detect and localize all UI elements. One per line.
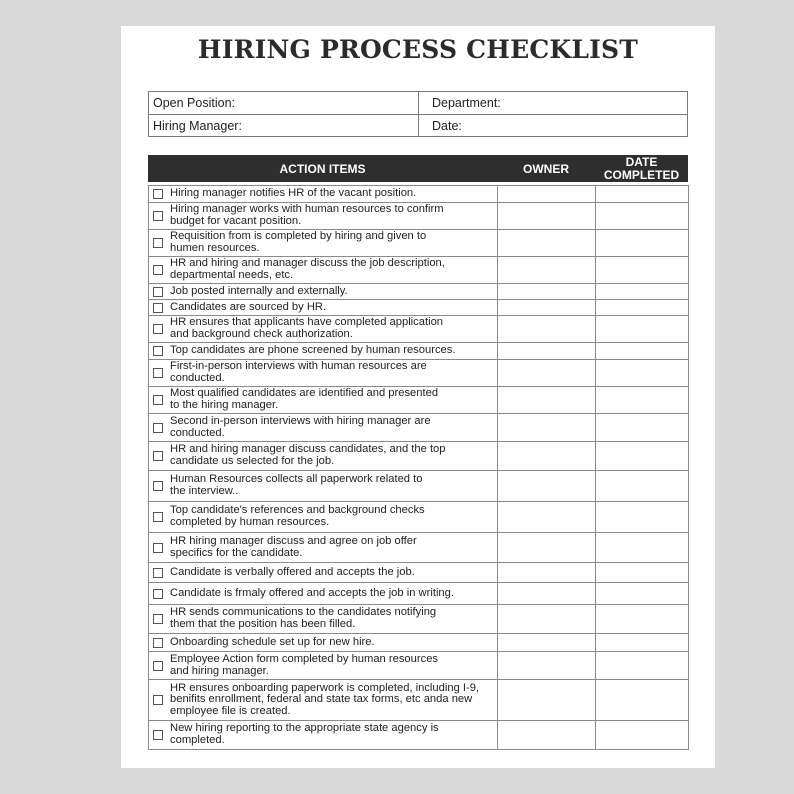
- table-row: [149, 284, 689, 300]
- info-box: [148, 91, 688, 137]
- action-item-text: Human Resources collects all paperwork related to the interview..: [170, 473, 423, 497]
- checkbox[interactable]: [153, 346, 163, 356]
- date-completed-cell[interactable]: [596, 442, 689, 471]
- action-item: [149, 361, 497, 384]
- action-item-text: Top candidate's references and background checks completed by human resources.: [170, 504, 425, 528]
- table-row: [149, 316, 689, 343]
- checkbox[interactable]: [153, 395, 163, 405]
- table-row: [149, 680, 689, 721]
- table-row: [149, 300, 689, 316]
- date-completed-cell[interactable]: [596, 680, 689, 721]
- checklist-table: [148, 185, 689, 750]
- action-item-text: Candidate is frmaly offered and accepts the job in writing.: [170, 586, 454, 599]
- checkbox[interactable]: [153, 287, 163, 297]
- checkbox[interactable]: [153, 638, 163, 648]
- owner-cell[interactable]: [498, 471, 596, 502]
- date-completed-cell[interactable]: [596, 605, 689, 634]
- checkbox[interactable]: [153, 324, 163, 334]
- action-item-cell: [149, 230, 498, 257]
- table-row: [149, 502, 689, 533]
- action-item-text: Requisition from is completed by hiring and given to humen resources.: [170, 230, 427, 254]
- table-row: [149, 533, 689, 563]
- checkbox[interactable]: [153, 211, 163, 221]
- action-item-cell: [149, 652, 498, 680]
- date-completed-cell[interactable]: [596, 563, 689, 583]
- owner-cell[interactable]: [498, 360, 596, 387]
- checkbox[interactable]: [153, 265, 163, 275]
- table-row: [149, 257, 689, 284]
- table-row: [149, 360, 689, 387]
- action-item: [149, 567, 497, 579]
- owner-cell[interactable]: [498, 533, 596, 563]
- action-item: [149, 302, 497, 314]
- checkbox[interactable]: [153, 368, 163, 378]
- action-item: [149, 654, 497, 677]
- date-completed-cell[interactable]: [596, 203, 689, 230]
- table-row: [149, 583, 689, 605]
- action-item-cell: [149, 360, 498, 387]
- date-completed-cell[interactable]: [596, 284, 689, 300]
- table-row: [149, 563, 689, 583]
- checkbox[interactable]: [153, 238, 163, 248]
- table-row: [149, 471, 689, 502]
- action-item-cell: [149, 414, 498, 442]
- info-row-2: [149, 114, 687, 137]
- action-item: [149, 204, 497, 227]
- action-item: [149, 188, 497, 200]
- date-completed-cell[interactable]: [596, 360, 689, 387]
- info-row-1: [149, 92, 687, 114]
- action-item: [149, 231, 497, 254]
- owner-cell[interactable]: [498, 284, 596, 300]
- action-item: [149, 258, 497, 281]
- owner-cell[interactable]: [498, 203, 596, 230]
- page-title: HIRING PROCESS CHECKLIST: [197, 35, 639, 64]
- owner-cell[interactable]: [498, 300, 596, 316]
- date-completed-cell[interactable]: [596, 387, 689, 414]
- date-completed-cell[interactable]: [596, 230, 689, 257]
- header-date-completed: DATE COMPLETED: [603, 154, 680, 182]
- action-item-cell: [149, 471, 498, 502]
- open-position-field[interactable]: Open Position:: [149, 92, 419, 114]
- action-item: [149, 607, 497, 630]
- date-completed-cell[interactable]: [596, 652, 689, 680]
- checkbox[interactable]: [153, 303, 163, 313]
- action-item-cell: [149, 300, 498, 316]
- action-item: [149, 388, 497, 411]
- checkbox[interactable]: [153, 543, 163, 553]
- action-item-text: HR ensures that applicants have completed application and background check authorization.: [170, 316, 444, 340]
- owner-cell[interactable]: [498, 343, 596, 360]
- checkbox[interactable]: [153, 661, 163, 671]
- owner-cell[interactable]: [498, 414, 596, 442]
- action-item: [149, 317, 497, 340]
- action-item-text: HR and hiring manager discuss candidates, and the top candidate us selected for the job.: [170, 443, 446, 467]
- checkbox[interactable]: [153, 512, 163, 522]
- owner-cell[interactable]: [498, 634, 596, 652]
- table-row: [149, 652, 689, 680]
- table-row: [149, 442, 689, 471]
- owner-cell[interactable]: [498, 257, 596, 284]
- date-completed-cell[interactable]: [596, 634, 689, 652]
- checkbox[interactable]: [153, 568, 163, 578]
- action-item-cell: [149, 284, 498, 300]
- table-row: [149, 203, 689, 230]
- action-item-text: Top candidates are phone screened by human resources.: [170, 344, 456, 357]
- table-row: [149, 634, 689, 652]
- action-item-text: Candidates are sourced by HR.: [170, 300, 327, 313]
- action-item-cell: [149, 257, 498, 284]
- owner-cell[interactable]: [498, 563, 596, 583]
- table-row: [149, 343, 689, 360]
- action-item-text: Candidate is verbally offered and accepts the job.: [170, 565, 415, 578]
- action-item-text: HR sends communications to the candidates notifying them that the position has been filled.: [170, 606, 437, 630]
- hiring-manager-field[interactable]: Hiring Manager:: [149, 115, 419, 137]
- checkbox[interactable]: [153, 589, 163, 599]
- action-item-text: Hiring manager works with human resources to confirm budget for vacant position.: [170, 203, 444, 227]
- action-item: [149, 536, 497, 559]
- action-item-cell: [149, 605, 498, 634]
- checkbox[interactable]: [153, 614, 163, 624]
- table-header: [148, 155, 688, 182]
- table-row: [149, 721, 689, 750]
- date-completed-cell[interactable]: [596, 533, 689, 563]
- owner-cell[interactable]: [498, 186, 596, 203]
- action-item-text: Hiring manager notifies HR of the vacant position.: [170, 187, 417, 200]
- checkbox[interactable]: [153, 730, 163, 740]
- header-owner: OWNER: [523, 161, 569, 176]
- owner-cell[interactable]: [498, 583, 596, 605]
- action-item-cell: [149, 680, 498, 721]
- action-item-cell: [149, 583, 498, 605]
- action-item-cell: [149, 634, 498, 652]
- action-item-text: HR and hiring and manager discuss the job description, departmental needs, etc.: [170, 257, 445, 281]
- action-item: [149, 474, 497, 497]
- owner-cell[interactable]: [498, 680, 596, 721]
- checkbox[interactable]: [153, 695, 163, 705]
- owner-cell[interactable]: [498, 316, 596, 343]
- action-item: [149, 588, 497, 600]
- action-item-text: First-in-person interviews with human resources are conducted.: [170, 360, 427, 384]
- owner-cell[interactable]: [498, 721, 596, 750]
- action-item: [149, 444, 497, 467]
- owner-cell[interactable]: [498, 442, 596, 471]
- date-completed-cell[interactable]: [596, 343, 689, 360]
- action-item-text: HR ensures onboarding paperwork is completed, including I-9, benifits enrollment, federal and state tax forms, etc anda new employee file is created.: [170, 681, 480, 717]
- action-item-cell: [149, 316, 498, 343]
- table-row: [149, 414, 689, 442]
- date-completed-cell[interactable]: [596, 316, 689, 343]
- checkbox[interactable]: [153, 189, 163, 199]
- owner-cell[interactable]: [498, 605, 596, 634]
- action-item-cell: [149, 203, 498, 230]
- action-item-cell: [149, 502, 498, 533]
- action-item: [149, 416, 497, 439]
- action-item-text: Onboarding schedule set up for new hire.: [170, 635, 375, 648]
- table-row: [149, 186, 689, 203]
- owner-cell[interactable]: [498, 652, 596, 680]
- action-item-cell: [149, 721, 498, 750]
- owner-cell[interactable]: [498, 502, 596, 533]
- action-item-cell: [149, 563, 498, 583]
- checklist-page: [121, 26, 715, 768]
- date-completed-cell[interactable]: [596, 471, 689, 502]
- department-field[interactable]: Department:: [432, 96, 501, 110]
- action-item: [149, 637, 497, 649]
- header-action-items: ACTION ITEMS: [279, 161, 366, 176]
- date-completed-cell[interactable]: [596, 300, 689, 316]
- action-item-text: Second in-person interviews with hiring manager are conducted.: [170, 414, 431, 439]
- action-item-cell: [149, 387, 498, 414]
- date-completed-cell[interactable]: [596, 583, 689, 605]
- action-item: [149, 505, 497, 528]
- action-item-text: New hiring reporting to the appropriate state agency is completed.: [170, 722, 439, 746]
- action-item-text: Job posted internally and externally.: [170, 284, 348, 297]
- action-item-cell: [149, 442, 498, 471]
- action-item-text: Most qualified candidates are identified and presented to the hiring manager.: [170, 387, 439, 411]
- checkbox[interactable]: [153, 451, 163, 461]
- action-item-cell: [149, 533, 498, 563]
- date-completed-cell[interactable]: [596, 502, 689, 533]
- date-completed-cell[interactable]: [596, 257, 689, 284]
- action-item: [149, 345, 497, 357]
- action-item: [149, 286, 497, 298]
- action-item-cell: [149, 186, 498, 203]
- date-completed-cell[interactable]: [596, 721, 689, 750]
- action-item-text: Employee Action form completed by human resources and hiring manager.: [170, 652, 439, 677]
- table-row: [149, 387, 689, 414]
- action-item-text: HR hiring manager discuss and agree on job offer specifics for the candidate.: [170, 534, 417, 559]
- action-item-cell: [149, 343, 498, 360]
- checkbox[interactable]: [153, 481, 163, 491]
- date-completed-cell[interactable]: [596, 186, 689, 203]
- table-row: [149, 230, 689, 257]
- owner-cell[interactable]: [498, 230, 596, 257]
- date-completed-cell[interactable]: [596, 414, 689, 442]
- action-item: [149, 723, 497, 746]
- checkbox[interactable]: [153, 423, 163, 433]
- owner-cell[interactable]: [498, 387, 596, 414]
- action-item: [149, 683, 497, 718]
- table-row: [149, 605, 689, 634]
- date-field[interactable]: Date:: [432, 119, 462, 133]
